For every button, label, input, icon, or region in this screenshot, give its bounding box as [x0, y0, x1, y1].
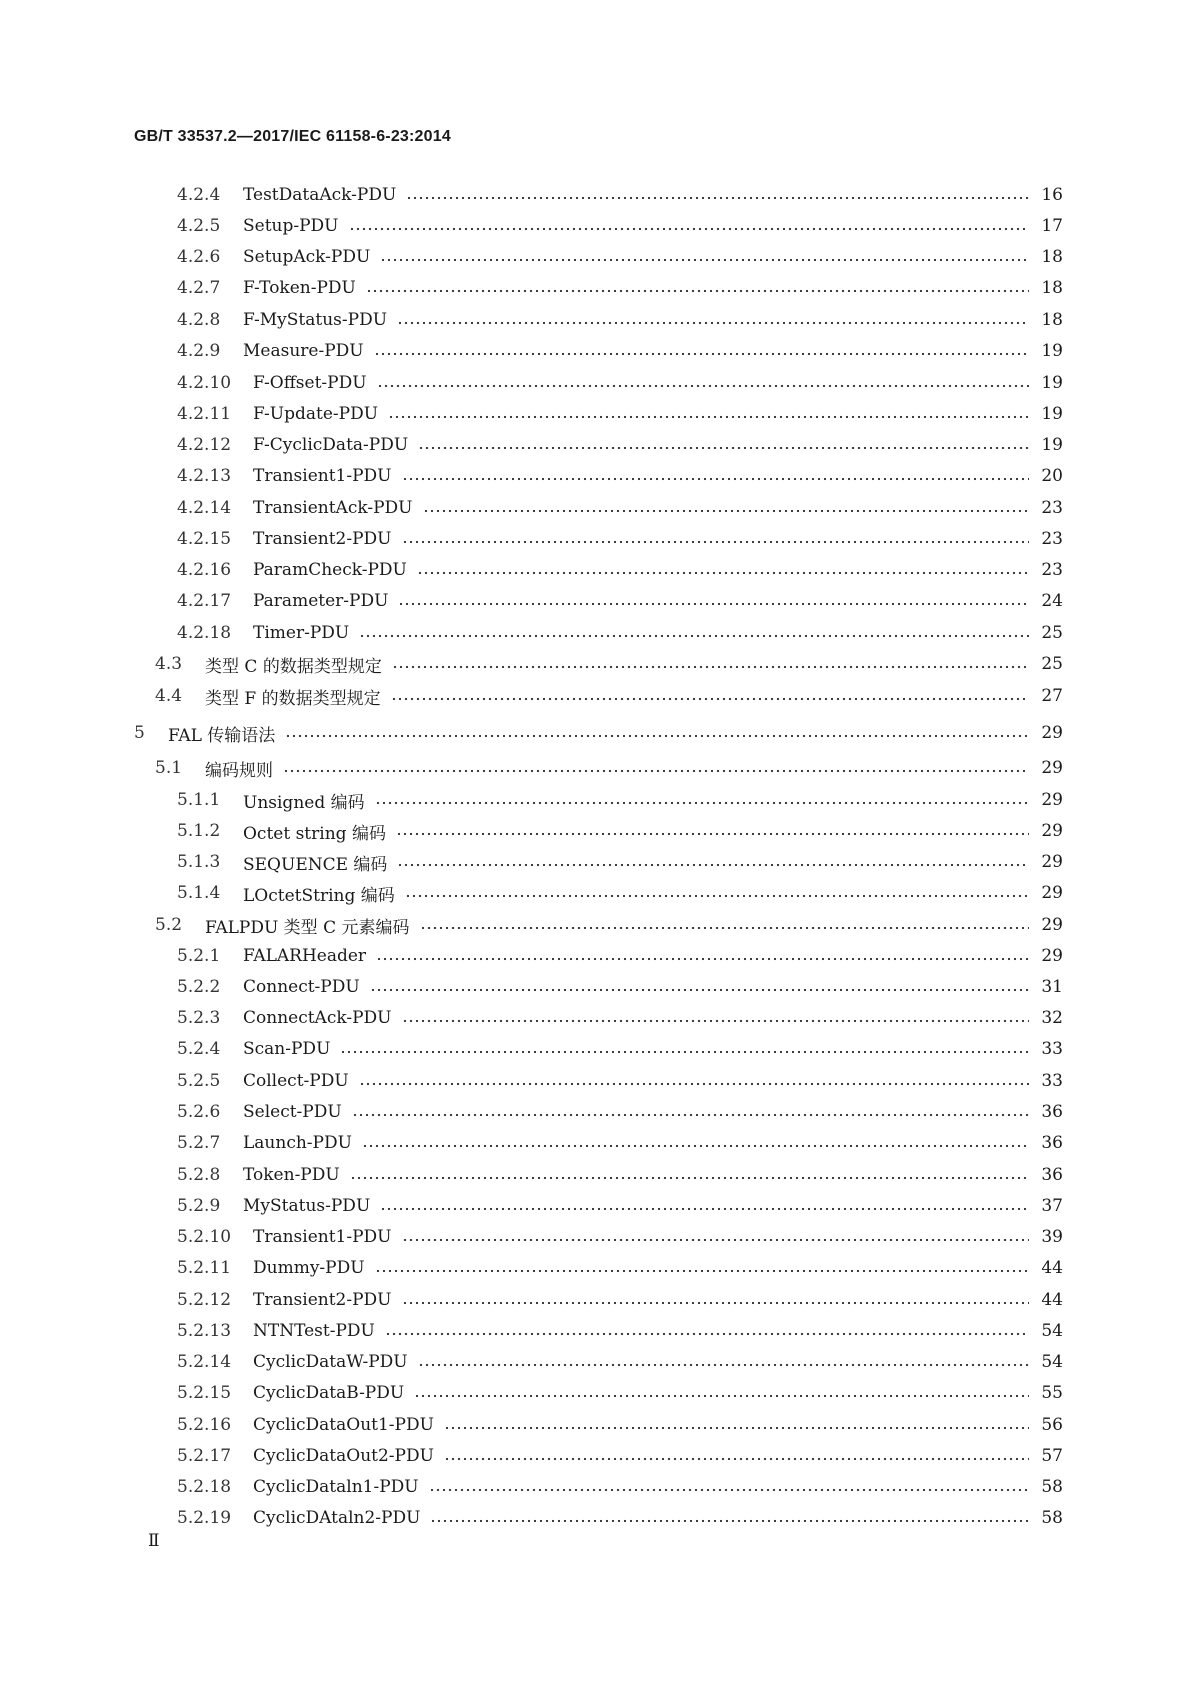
toc-section-number: 5.2.16 — [177, 1415, 232, 1435]
toc-page-number: 25 — [1041, 623, 1063, 643]
toc-page-number: 23 — [1041, 560, 1063, 580]
toc-leader-dots — [423, 509, 1030, 513]
toc-entry[interactable] — [177, 1288, 1063, 1312]
toc-entry[interactable] — [177, 433, 1063, 457]
toc-leader-dots — [340, 1050, 1029, 1054]
toc-section-title: Timer-PDU — [253, 623, 350, 643]
toc-entry[interactable] — [177, 1163, 1063, 1187]
toc-section-number: 5.2.8 — [177, 1165, 221, 1185]
toc-page-number: 29 — [1041, 883, 1063, 903]
toc-section-title: Connect-PDU — [243, 977, 360, 997]
toc-leader-dots — [417, 571, 1029, 575]
toc-leader-dots — [377, 384, 1029, 388]
toc-leader-dots — [429, 1488, 1029, 1492]
toc-section-number: 5.2.2 — [177, 977, 221, 997]
toc-leader-dots — [414, 1394, 1029, 1398]
toc-section-number: 4.2.17 — [177, 591, 232, 611]
toc-section-title: Scan-PDU — [243, 1039, 331, 1059]
toc-leader-dots — [402, 1238, 1029, 1242]
toc-section-title: Transient1-PDU — [253, 466, 392, 486]
page-number: Ⅱ — [148, 1531, 160, 1551]
toc-page-number: 36 — [1041, 1165, 1063, 1185]
toc-section-title: Octet string 编码 — [243, 823, 386, 844]
toc-page-number: 58 — [1041, 1508, 1063, 1528]
toc-page-number: 24 — [1041, 591, 1063, 611]
toc-entry[interactable] — [177, 1475, 1063, 1499]
toc-entry[interactable] — [177, 1413, 1063, 1437]
toc-section-title: Token-PDU — [243, 1165, 340, 1185]
toc-section-title: CyclicDataOut2-PDU — [253, 1446, 434, 1466]
toc-section-number: 4.4 — [155, 686, 183, 706]
toc-section-number: 4.2.8 — [177, 310, 221, 330]
toc-entry[interactable] — [177, 527, 1063, 551]
toc-section-title: Transient2-PDU — [253, 1290, 392, 1310]
toc-section-title: CyclicDataln1-PDU — [253, 1477, 419, 1497]
toc-page-number: 33 — [1041, 1071, 1063, 1091]
toc-page-number: 36 — [1041, 1102, 1063, 1122]
toc-section-number: 4.2.18 — [177, 623, 232, 643]
toc-entry[interactable] — [155, 913, 1063, 937]
toc-entry[interactable] — [177, 371, 1063, 395]
toc-leader-dots — [405, 894, 1029, 898]
toc-leader-dots — [397, 321, 1029, 325]
toc-page-number: 29 — [1041, 790, 1063, 810]
toc-page-number: 23 — [1041, 529, 1063, 549]
toc-section-title: CyclicDataW-PDU — [253, 1352, 408, 1372]
toc-entry[interactable] — [177, 1131, 1063, 1155]
toc-section-number: 5.2.10 — [177, 1227, 232, 1247]
toc-section-number: 5.2.19 — [177, 1508, 232, 1528]
toc-entry[interactable] — [155, 652, 1063, 676]
toc-page-number: 54 — [1041, 1352, 1063, 1372]
toc-page-number: 19 — [1041, 435, 1063, 455]
toc-leader-dots — [398, 602, 1029, 606]
toc-section-title: FAL 传输语法 — [168, 725, 276, 746]
toc-section-number: 5.2.1 — [177, 946, 221, 966]
toc-entry[interactable] — [177, 1319, 1063, 1343]
toc-section-number: 4.2.11 — [177, 404, 232, 424]
toc-section-title: F-Offset-PDU — [253, 373, 367, 393]
toc-page-number: 19 — [1041, 341, 1063, 361]
toc-section-title: CyclicDAtaln2-PDU — [253, 1508, 421, 1528]
toc-section-title: Transient2-PDU — [253, 529, 392, 549]
toc-section-number: 5.2.3 — [177, 1008, 221, 1028]
toc-section-number: 5.1.3 — [177, 852, 221, 872]
toc-leader-dots — [397, 863, 1029, 867]
toc-page-number: 20 — [1041, 466, 1063, 486]
toc-entry[interactable] — [177, 402, 1063, 426]
toc-entry[interactable] — [177, 1069, 1063, 1093]
toc-section-number: 4.2.5 — [177, 216, 221, 236]
toc-leader-dots — [380, 1207, 1029, 1211]
toc-page-number: 16 — [1041, 185, 1063, 205]
toc-entry[interactable] — [177, 1100, 1063, 1124]
toc-section-number: 5.2.4 — [177, 1039, 221, 1059]
toc-leader-dots — [430, 1519, 1029, 1523]
toc-entry[interactable] — [177, 183, 1063, 207]
toc-leader-dots — [350, 1176, 1029, 1180]
toc-entry[interactable] — [177, 276, 1063, 300]
toc-section-number: 4.2.6 — [177, 247, 221, 267]
toc-entry[interactable] — [177, 464, 1063, 488]
toc-section-number: 4.3 — [155, 654, 183, 674]
toc-page-number: 44 — [1041, 1258, 1063, 1278]
toc-leader-dots — [362, 1144, 1029, 1148]
toc-entry[interactable] — [177, 589, 1063, 613]
toc-section-number: 5.2 — [155, 915, 183, 935]
toc-page-number: 55 — [1041, 1383, 1063, 1403]
toc-section-number: 5.1.1 — [177, 790, 221, 810]
toc-section-title: Setup-PDU — [243, 216, 339, 236]
toc-page-number: 29 — [1041, 821, 1063, 841]
toc-section-title: 类型 F 的数据类型规定 — [205, 688, 381, 709]
toc-section-title: MyStatus-PDU — [243, 1196, 371, 1216]
toc-entry[interactable] — [177, 558, 1063, 582]
toc-section-title: Select-PDU — [243, 1102, 342, 1122]
toc-section-title: TestDataAck-PDU — [243, 185, 397, 205]
toc-section-title: 类型 C 的数据类型规定 — [205, 656, 382, 677]
toc-entry[interactable] — [177, 339, 1063, 363]
toc-leader-dots — [380, 258, 1029, 262]
toc-section-number: 5.2.9 — [177, 1196, 221, 1216]
toc-entry[interactable] — [177, 819, 1063, 843]
toc-section-number: 4.2.9 — [177, 341, 221, 361]
toc-leader-dots — [444, 1457, 1029, 1461]
toc-section-title: F-Update-PDU — [253, 404, 379, 424]
toc-entry[interactable] — [177, 1506, 1063, 1530]
toc-leader-dots — [402, 540, 1029, 544]
toc-entry[interactable] — [134, 721, 1063, 745]
toc-section-title: ConnectAck-PDU — [243, 1008, 392, 1028]
toc-entry[interactable] — [177, 1350, 1063, 1374]
toc-entry[interactable] — [177, 621, 1063, 645]
toc-leader-dots — [359, 634, 1029, 638]
toc-entry[interactable] — [177, 1006, 1063, 1030]
toc-leader-dots — [283, 769, 1029, 773]
toc-page-number: 19 — [1041, 404, 1063, 424]
toc-section-number: 4.2.14 — [177, 498, 232, 518]
toc-section-title: SEQUENCE 编码 — [243, 854, 388, 875]
toc-page-number: 29 — [1041, 946, 1063, 966]
toc-section-number: 5.2.14 — [177, 1352, 232, 1372]
toc-section-number: 5.2.7 — [177, 1133, 221, 1153]
toc-leader-dots — [366, 289, 1029, 293]
toc-leader-dots — [402, 1301, 1029, 1305]
toc-section-title: FALARHeader — [243, 946, 367, 966]
toc-entry[interactable] — [177, 214, 1063, 238]
toc-section-title: Dummy-PDU — [253, 1258, 365, 1278]
toc-page-number: 57 — [1041, 1446, 1063, 1466]
toc-entry[interactable] — [177, 850, 1063, 874]
toc-entry[interactable] — [177, 975, 1063, 999]
toc-page-number: 29 — [1041, 723, 1063, 743]
toc-leader-dots — [370, 988, 1029, 992]
toc-section-number: 4.2.4 — [177, 185, 221, 205]
toc-leader-dots — [375, 1269, 1029, 1273]
toc-section-number: 5.1 — [155, 758, 183, 778]
toc-entry[interactable] — [155, 684, 1063, 708]
toc-leader-dots — [352, 1113, 1029, 1117]
toc-leader-dots — [418, 1363, 1029, 1367]
toc-section-number: 5.2.13 — [177, 1321, 232, 1341]
toc-page-number: 29 — [1041, 758, 1063, 778]
toc-section-number: 5.2.18 — [177, 1477, 232, 1497]
toc-page-number: 17 — [1041, 216, 1063, 236]
toc-section-number: 4.2.15 — [177, 529, 232, 549]
toc-page-number: 18 — [1041, 278, 1063, 298]
toc-page-number: 33 — [1041, 1039, 1063, 1059]
toc-page-number: 29 — [1041, 915, 1063, 935]
toc-leader-dots — [402, 1019, 1030, 1023]
toc-section-number: 4.2.7 — [177, 278, 221, 298]
document-header: GB/T 33537.2—2017/IEC 61158-6-23:2014 — [134, 128, 451, 145]
toc-page-number: 54 — [1041, 1321, 1063, 1341]
toc-entry[interactable] — [177, 1444, 1063, 1468]
toc-leader-dots — [375, 801, 1029, 805]
toc-section-title: Parameter-PDU — [253, 591, 389, 611]
toc-section-title: F-Token-PDU — [243, 278, 356, 298]
toc-section-title: ParamCheck-PDU — [253, 560, 407, 580]
toc-page-number: 23 — [1041, 498, 1063, 518]
toc-page-number: 18 — [1041, 310, 1063, 330]
toc-leader-dots — [418, 446, 1029, 450]
toc-entry[interactable] — [177, 944, 1063, 968]
toc-section-title: SetupAck-PDU — [243, 247, 371, 267]
toc-section-number: 5.1.2 — [177, 821, 221, 841]
toc-entry[interactable] — [177, 881, 1063, 905]
toc-section-number: 4.2.10 — [177, 373, 232, 393]
toc-page-number: 25 — [1041, 654, 1063, 674]
toc-section-number: 5.2.17 — [177, 1446, 232, 1466]
toc-section-title: Collect-PDU — [243, 1071, 349, 1091]
toc-leader-dots — [388, 415, 1029, 419]
toc-leader-dots — [374, 352, 1029, 356]
toc-leader-dots — [402, 477, 1029, 481]
toc-section-title: Launch-PDU — [243, 1133, 352, 1153]
toc-section-number: 4.2.12 — [177, 435, 232, 455]
toc-entry[interactable] — [177, 1381, 1063, 1405]
toc-page-number: 19 — [1041, 373, 1063, 393]
toc-leader-dots — [285, 734, 1029, 738]
toc-entry[interactable] — [155, 756, 1063, 780]
toc-leader-dots — [396, 832, 1029, 836]
toc-section-number: 5.2.11 — [177, 1258, 232, 1278]
toc-page-number: 39 — [1041, 1227, 1063, 1247]
toc-entry[interactable] — [177, 1037, 1063, 1061]
toc-leader-dots — [359, 1082, 1029, 1086]
toc-leader-dots — [420, 926, 1030, 930]
toc-entry[interactable] — [177, 308, 1063, 332]
toc-section-title: LOctetString 编码 — [243, 885, 395, 906]
toc-entry[interactable] — [177, 245, 1063, 269]
toc-section-title: TransientAck-PDU — [253, 498, 413, 518]
toc-section-title: NTNTest-PDU — [253, 1321, 375, 1341]
toc-section-number: 5.2.12 — [177, 1290, 232, 1310]
toc-section-number: 4.2.13 — [177, 466, 232, 486]
toc-leader-dots — [376, 957, 1029, 961]
toc-entry[interactable] — [177, 788, 1063, 812]
toc-leader-dots — [391, 697, 1029, 701]
toc-page-number: 37 — [1041, 1196, 1063, 1216]
toc-section-number: 5.1.4 — [177, 883, 221, 903]
toc-section-number: 5.2.6 — [177, 1102, 221, 1122]
toc-section-title: 编码规则 — [205, 760, 273, 781]
toc-entry[interactable] — [177, 1225, 1063, 1249]
toc-entry[interactable] — [177, 496, 1063, 520]
toc-entry[interactable] — [177, 1194, 1063, 1218]
toc-page-number: 31 — [1041, 977, 1063, 997]
toc-section-title: CyclicDataOut1-PDU — [253, 1415, 434, 1435]
toc-section-title: FALPDU 类型 C 元素编码 — [205, 917, 410, 938]
toc-section-title: F-MyStatus-PDU — [243, 310, 388, 330]
toc-section-number: 4.2.16 — [177, 560, 232, 580]
toc-section-title: F-CyclicData-PDU — [253, 435, 409, 455]
toc-entry[interactable] — [177, 1256, 1063, 1280]
toc-leader-dots — [444, 1426, 1029, 1430]
toc-section-title: Measure-PDU — [243, 341, 364, 361]
toc-leader-dots — [392, 665, 1029, 669]
toc-section-number: 5.2.5 — [177, 1071, 221, 1091]
toc-page-number: 36 — [1041, 1133, 1063, 1153]
toc-leader-dots — [385, 1332, 1029, 1336]
toc-page-number: 56 — [1041, 1415, 1063, 1435]
toc-page-number: 32 — [1041, 1008, 1063, 1028]
toc-page-number: 58 — [1041, 1477, 1063, 1497]
toc-section-title: Transient1-PDU — [253, 1227, 392, 1247]
toc-page-number: 18 — [1041, 247, 1063, 267]
toc-section-title: CyclicDataB-PDU — [253, 1383, 405, 1403]
toc-page-number: 29 — [1041, 852, 1063, 872]
toc-page-number: 27 — [1041, 686, 1063, 706]
toc-section-number: 5 — [134, 723, 145, 743]
toc-section-title: Unsigned 编码 — [243, 792, 365, 813]
toc-leader-dots — [349, 227, 1029, 231]
toc-section-number: 5.2.15 — [177, 1383, 232, 1403]
toc-page-number: 44 — [1041, 1290, 1063, 1310]
toc-leader-dots — [406, 196, 1029, 200]
